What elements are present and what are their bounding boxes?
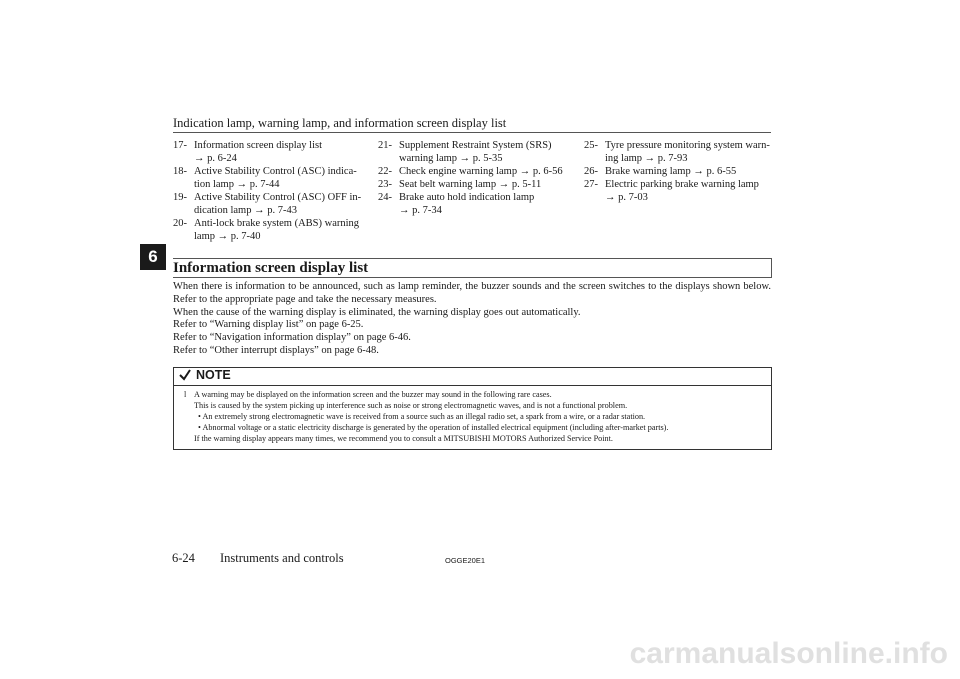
list-item: 27- Electric parking brake warning lamp → p. 7-03 — [584, 179, 759, 203]
footer-title: Instruments and controls — [220, 551, 344, 565]
list-item: 19- Active Stability Control (ASC) OFF in- dication lamp → p. 7-43 — [173, 192, 362, 216]
list-column-1 — [173, 139, 363, 243]
note-header — [178, 368, 231, 382]
list-item: 17- Information screen display list → p. 6-24 — [173, 140, 323, 164]
footer-code: OGGE20E1 — [445, 556, 486, 565]
paragraph: When the cause of the warning display is eliminated, the warning display goes out automatically. — [173, 306, 581, 318]
page-number: 6-24 — [172, 551, 195, 565]
note-line: A warning may be displayed on the information screen and the buzzer may sound in the following rare cases. — [194, 390, 552, 399]
note-line: This is caused by the system picking up interference such as noise or strong electromagnetic waves, and is not a functional problem. — [194, 401, 628, 410]
watermark: carmanualsonline.info — [629, 637, 948, 670]
bullet-icon: l — [184, 390, 187, 399]
section-body — [173, 281, 771, 358]
note-closing: If the warning display appears many times, we recommend you to consult a MITSUBISHI MOTORS Authorized Service Point. — [194, 434, 613, 443]
list-item: 26- Brake warning lamp → p. 6-55 — [584, 166, 737, 177]
list-item: 24- Brake auto hold indication lamp → p. 7-34 — [378, 192, 535, 216]
header-title: Indication lamp, warning lamp, and information screen display list — [173, 116, 507, 130]
list-item: 20- Anti-lock brake system (ABS) warning lamp → p. 7-40 — [173, 218, 360, 242]
list-item: 25- Tyre pressure monitoring system warn- ing lamp → p. 7-93 — [584, 140, 770, 164]
list-item: 22- Check engine warning lamp → p. 6-56 — [378, 166, 563, 177]
paragraph: Refer to “Warning display list” on page 6-25. — [173, 319, 364, 331]
paragraph: Refer to “Navigation information display” on page 6-46. — [173, 332, 411, 344]
section-header — [173, 258, 772, 278]
note-sub-bullet: • An extremely strong electromagnetic wave is received from a source such as an illegal radio set, a spark from a wire, or a radar station. — [198, 412, 646, 421]
chapter-tab: 6 — [140, 244, 166, 270]
paragraph: Refer to “Other interrupt displays” on page 6-48. — [173, 344, 379, 356]
note-box — [173, 367, 772, 450]
paragraph: When there is information to be announced, such as lamp reminder, the buzzer sounds and the screen switches to the displays shown below. Refer to the appropriate page and take the necessary measures. — [173, 281, 771, 305]
note-body — [184, 389, 764, 444]
list-item: 21- Supplement Restraint System (SRS) warning lamp → p. 5-35 — [378, 140, 552, 164]
list-column-2 — [378, 139, 573, 217]
list-item: 23- Seat belt warning lamp → p. 5-11 — [378, 179, 542, 190]
header-rule — [173, 132, 771, 133]
section-rule — [173, 277, 771, 278]
section-title: Information screen display list — [173, 260, 369, 276]
note-rule — [174, 385, 771, 386]
list-item: 18- Active Stability Control (ASC) indica- tion lamp → p. 7-44 — [173, 166, 357, 190]
note-sub-bullet: • Abnormal voltage or a static electricity discharge is generated by the operation of installed electrical equipment (including after-market parts). — [198, 423, 669, 432]
list-column-3 — [584, 139, 779, 204]
note-check-icon — [178, 368, 192, 382]
note-label: NOTE — [196, 368, 231, 382]
